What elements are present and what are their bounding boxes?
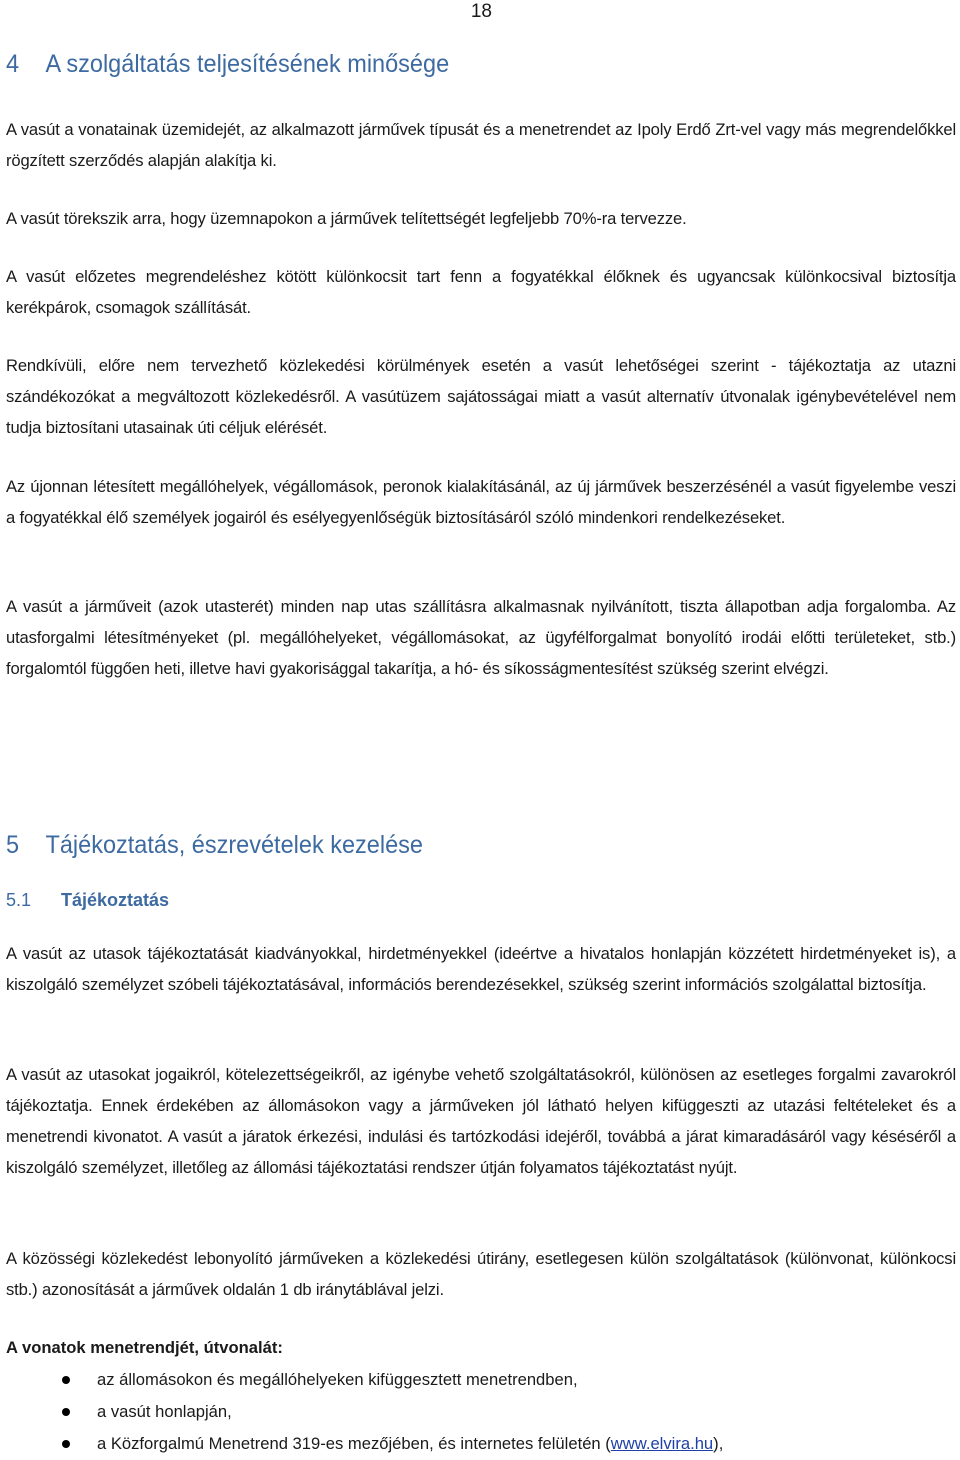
paragraph-accessibility: Az újonnan létesített megállóhelyek, végállomások, peronok kialakításánál, az új járművek beszerzésénél a vasút figyelembe veszi a fogyatékkal élő személyek jogairól és esélyegyenlőségük biztosításáról szóló mindenkori rendelkezéseket.	[6, 477, 956, 527]
bullet-icon	[62, 1408, 70, 1416]
list-item-text-suffix: ),	[713, 1434, 724, 1453]
paragraph-information-means: A vasút az utasok tájékoztatását kiadványokkal, hirdetményekkel (ideértve a hivatalos honlapján közzétett hirdetményeket is), a kiszolgáló személyzet szóbeli tájékoztatásával, információs berendezésekkel, szükség szerint információs szolgálattal biztosítja.	[6, 944, 956, 994]
list-item	[0, 1428, 723, 1460]
paragraph-passenger-rights: A vasút az utasokat jogaikról, kötelezettségeikről, az igénybe vehető szolgáltatásokról, különösen az esetleges forgalmi zavarokról tájékoztatja. Ennek érdekében az állomásokon vagy a járműveken jól látható helyen kifüggeszti az utazási feltételeket és a menetrendi kivonatot. A vasút a járatok érkezési, indulási és tartózkodási idejéről, továbbá a járat kimaradásáról vagy késéséről a kiszolgáló személyzet, illetőleg az állomási tájékoztatási rendszer útján folyamatos tájékoztatást nyújt.	[6, 1065, 956, 1177]
paragraph-cleaning: A vasút a járműveit (azok utasterét) minden nap utas szállításra alkalmasnak nyilvánított, tiszta állapotban adja forgalomba. Az utasforgalmi létesítményeket (pl. megállóhelyeket, végállomásokat, az ügyfélforgalmat bonyolító irodái előtti területeket, stb.) forgalomtól függően heti, illetve havi gyakorisággal takarítja, a hó- és síkosságmentesítést szükség szerint elvégzi.	[6, 597, 956, 678]
subsection-5-1-number: 5.1	[6, 890, 32, 910]
bullet-icon	[62, 1376, 70, 1384]
section-4-heading	[6, 48, 449, 80]
list-item	[0, 1364, 723, 1396]
timetable-list	[0, 1364, 723, 1460]
list-item-text: a vasút honlapján,	[97, 1402, 232, 1421]
section-4-number: 4	[6, 50, 20, 78]
section-4-title: A szolgáltatás teljesítésének minősége	[45, 50, 450, 78]
section-5-number: 5	[6, 831, 20, 859]
paragraph-occupancy: A vasút törekszik arra, hogy üzemnapokon a járművek telítettségét legfeljebb 70%-ra tervezze.	[6, 209, 687, 228]
paragraph-extraordinary: Rendkívüli, előre nem tervezhető közlekedési körülmények esetén a vasút lehetőségei szerint - tájékoztatja az utazni szándékozókat a megváltozott közlekedésről. A vasútüzem sajátosságai miatt a vasút alternatív útvonalak igénybevételével nem tudja biztosítani utasainak úti céljuk elérését.	[6, 356, 956, 437]
subsection-5-1-title: Tájékoztatás	[61, 890, 170, 910]
section-5-title: Tájékoztatás, észrevételek kezelése	[45, 831, 423, 859]
paragraph-special-car: A vasút előzetes megrendeléshez kötött különkocsit tart fenn a fogyatékkal élőknek és ugyancsak különkocsival biztosítja kerékpárok, csomagok szállítását.	[6, 267, 956, 317]
list-item-text-prefix: a Közforgalmú Menetrend 319-es mezőjében, és internetes felületén (	[97, 1434, 611, 1453]
timetable-label: A vonatok menetrendjét, útvonalát:	[6, 1338, 283, 1357]
subsection-5-1-heading	[6, 888, 169, 912]
section-5-heading	[6, 829, 423, 861]
bullet-icon	[62, 1440, 70, 1448]
page-number: 18	[470, 1, 492, 22]
elvira-link[interactable]: www.elvira.hu	[610, 1434, 714, 1453]
list-item-text: az állomásokon és megállóhelyeken kifüggesztett menetrendben,	[97, 1370, 578, 1389]
paragraph-direction-signs: A közösségi közlekedést lebonyolító járműveken a közlekedési útirány, esetlegesen külön szolgáltatások (különvonat, különkocsi stb.) azonosítását a járművek oldalán 1 db iránytáblával jelzi.	[6, 1249, 956, 1299]
paragraph-schedule-basis: A vasút a vonatainak üzemidejét, az alkalmazott járművek típusát és a menetrendet az Ipoly Erdő Zrt-vel vagy más megrendelőkkel rögzített szerződés alapján alakítja ki.	[6, 120, 956, 170]
list-item	[0, 1396, 723, 1428]
